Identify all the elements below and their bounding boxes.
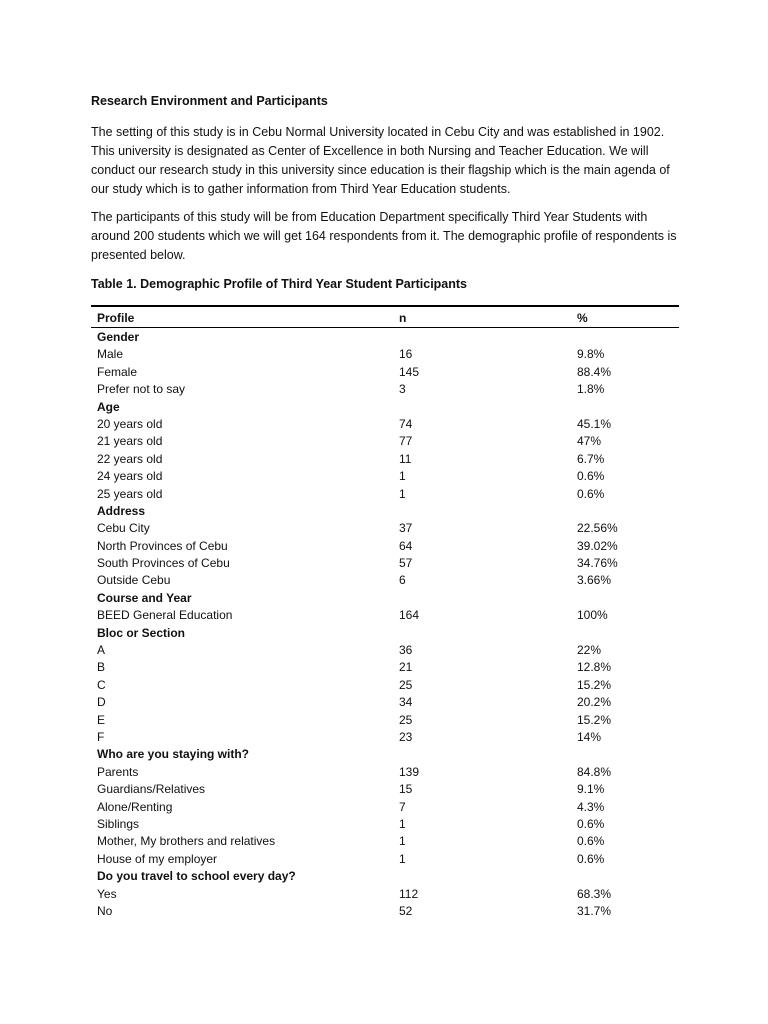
cell-percent: 1.8% [577, 382, 605, 397]
cell-percent: 31.7% [577, 903, 612, 918]
cell-n: 34 [399, 695, 413, 710]
table-row [91, 468, 679, 485]
table-row [91, 642, 679, 659]
cell-percent: 20.2% [577, 695, 612, 710]
table-row [91, 851, 679, 868]
cell-label: Cebu City [97, 521, 150, 536]
cell-percent: 68.3% [577, 886, 612, 901]
cell-n: 1 [399, 851, 406, 866]
cell-label: No [97, 903, 113, 918]
cell-label: Address [97, 503, 146, 518]
header-percent: % [577, 311, 588, 325]
cell-percent: 0.6% [577, 816, 605, 831]
table-row [91, 764, 679, 781]
table-category-row [91, 503, 679, 520]
cell-percent: 3.66% [577, 573, 612, 588]
header-profile: Profile [97, 311, 135, 325]
table-row [91, 364, 679, 381]
table-category-row [91, 625, 679, 642]
cell-n: 64 [399, 538, 413, 553]
cell-percent: 0.6% [577, 834, 605, 849]
table-row [91, 816, 679, 833]
cell-n: 25 [399, 677, 413, 692]
table-row [91, 729, 679, 746]
table-category-row [91, 868, 679, 885]
cell-label: Who are you staying with? [97, 747, 250, 762]
cell-label: D [97, 695, 106, 710]
cell-label: 25 years old [97, 486, 163, 501]
cell-n: 74 [399, 416, 413, 431]
cell-label: Course and Year [97, 590, 192, 605]
cell-label: Parents [97, 764, 139, 779]
cell-n: 25 [399, 712, 413, 727]
cell-percent: 15.2% [577, 677, 612, 692]
cell-percent: 12.8% [577, 660, 612, 675]
cell-label: Gender [97, 330, 140, 344]
table-row [91, 555, 679, 572]
table-row [91, 346, 679, 363]
cell-percent: 88.4% [577, 364, 612, 379]
cell-label: BEED General Education [97, 608, 233, 623]
cell-percent: 22% [577, 643, 602, 658]
table-row [91, 886, 679, 903]
cell-label: North Provinces of Cebu [97, 538, 228, 553]
cell-label: Female [97, 364, 138, 379]
cell-label: Prefer not to say [97, 382, 186, 397]
cell-n: 36 [399, 643, 413, 658]
table-row [91, 799, 679, 816]
cell-label: Do you travel to school every day? [97, 869, 296, 884]
table-row [91, 677, 679, 694]
cell-label: Outside Cebu [97, 573, 171, 588]
cell-percent: 0.6% [577, 486, 605, 501]
table-category-row [91, 746, 679, 763]
table-category-row [91, 329, 679, 346]
cell-percent: 9.8% [577, 347, 605, 362]
cell-n: 21 [399, 660, 413, 675]
cell-label: C [97, 677, 106, 692]
cell-label: 21 years old [97, 434, 163, 449]
cell-percent: 84.8% [577, 764, 612, 779]
cell-n: 11 [399, 451, 412, 466]
table-category-row [91, 399, 679, 416]
table-row [91, 451, 679, 468]
header-n: n [399, 311, 407, 325]
cell-label: Guardians/Relatives [97, 782, 206, 797]
cell-n: 3 [399, 382, 406, 397]
table-row [91, 572, 679, 589]
cell-label: Bloc or Section [97, 625, 186, 640]
table-row [91, 607, 679, 624]
cell-percent: 22.56% [577, 521, 618, 536]
table-row [91, 781, 679, 798]
table-header-rule [91, 327, 679, 328]
cell-n: 37 [399, 521, 413, 536]
cell-label: A [97, 643, 106, 658]
cell-n: 1 [399, 816, 406, 831]
cell-n: 52 [399, 903, 413, 918]
cell-label: 20 years old [97, 416, 163, 431]
table-header-row [91, 309, 679, 327]
cell-n: 6 [399, 573, 406, 588]
cell-n: 1 [399, 469, 406, 484]
cell-label: Age [97, 399, 120, 414]
cell-percent: 15.2% [577, 712, 612, 727]
cell-percent: 14% [577, 729, 602, 744]
cell-percent: 6.7% [577, 451, 605, 466]
cell-label: Mother, My brothers and relatives [97, 834, 276, 849]
cell-percent: 47% [577, 434, 602, 449]
cell-label: Alone/Renting [97, 799, 173, 814]
cell-percent: 0.6% [577, 469, 605, 484]
cell-percent: 45.1% [577, 416, 612, 431]
section-heading: Research Environment and Participants [91, 94, 328, 108]
cell-label: Yes [97, 886, 117, 901]
table-row [91, 712, 679, 729]
table-body [91, 329, 679, 920]
cell-n: 164 [399, 608, 420, 623]
table-row [91, 903, 679, 920]
cell-percent: 0.6% [577, 851, 605, 866]
cell-n: 16 [399, 347, 413, 362]
cell-label: Male [97, 347, 124, 362]
cell-n: 7 [399, 799, 406, 814]
cell-n: 15 [399, 782, 413, 797]
table-row [91, 833, 679, 850]
cell-label: 22 years old [97, 451, 163, 466]
cell-n: 57 [399, 556, 413, 571]
paragraph-setting: The setting of this study is in Cebu Normal University located in Cebu City and was established in 1902. This university is designated as Center of Excellence in both Nursing and Teacher Education. We will conduct our research study in this university since education is their flagship which is the main agenda of our study which is to gather information from Third Year Education students. [91, 125, 670, 196]
cell-n: 77 [399, 434, 413, 449]
cell-label: Siblings [97, 816, 140, 831]
table-row [91, 694, 679, 711]
cell-n: 1 [399, 834, 406, 849]
cell-n: 1 [399, 486, 406, 501]
table-caption: Table 1. Demographic Profile of Third Year Student Participants [91, 277, 468, 291]
cell-label: F [97, 729, 105, 744]
cell-percent: 39.02% [577, 538, 618, 553]
table-row [91, 416, 679, 433]
cell-n: 112 [399, 886, 419, 901]
cell-percent: 34.76% [577, 556, 618, 571]
cell-label: 24 years old [97, 469, 163, 484]
table-top-rule [91, 305, 679, 307]
table-row [91, 433, 679, 450]
table-row [91, 659, 679, 676]
table-row [91, 520, 679, 537]
table-row [91, 538, 679, 555]
cell-n: 145 [399, 364, 420, 379]
table-category-row [91, 590, 679, 607]
cell-percent: 4.3% [577, 799, 605, 814]
table-row [91, 486, 679, 503]
cell-label: E [97, 712, 106, 727]
cell-label: House of my employer [97, 851, 218, 866]
cell-label: South Provinces of Cebu [97, 556, 230, 571]
cell-percent: 9.1% [577, 782, 605, 797]
cell-label: B [97, 660, 106, 675]
cell-percent: 100% [577, 608, 608, 623]
cell-n: 139 [399, 764, 420, 779]
table-row [91, 381, 679, 398]
paragraph-participants: The participants of this study will be from Education Department specifically Third Year Students with around 200 students which we will get 164 respondents from it. The demographic profile of respondents is presented below. [91, 210, 677, 262]
cell-n: 23 [399, 729, 413, 744]
